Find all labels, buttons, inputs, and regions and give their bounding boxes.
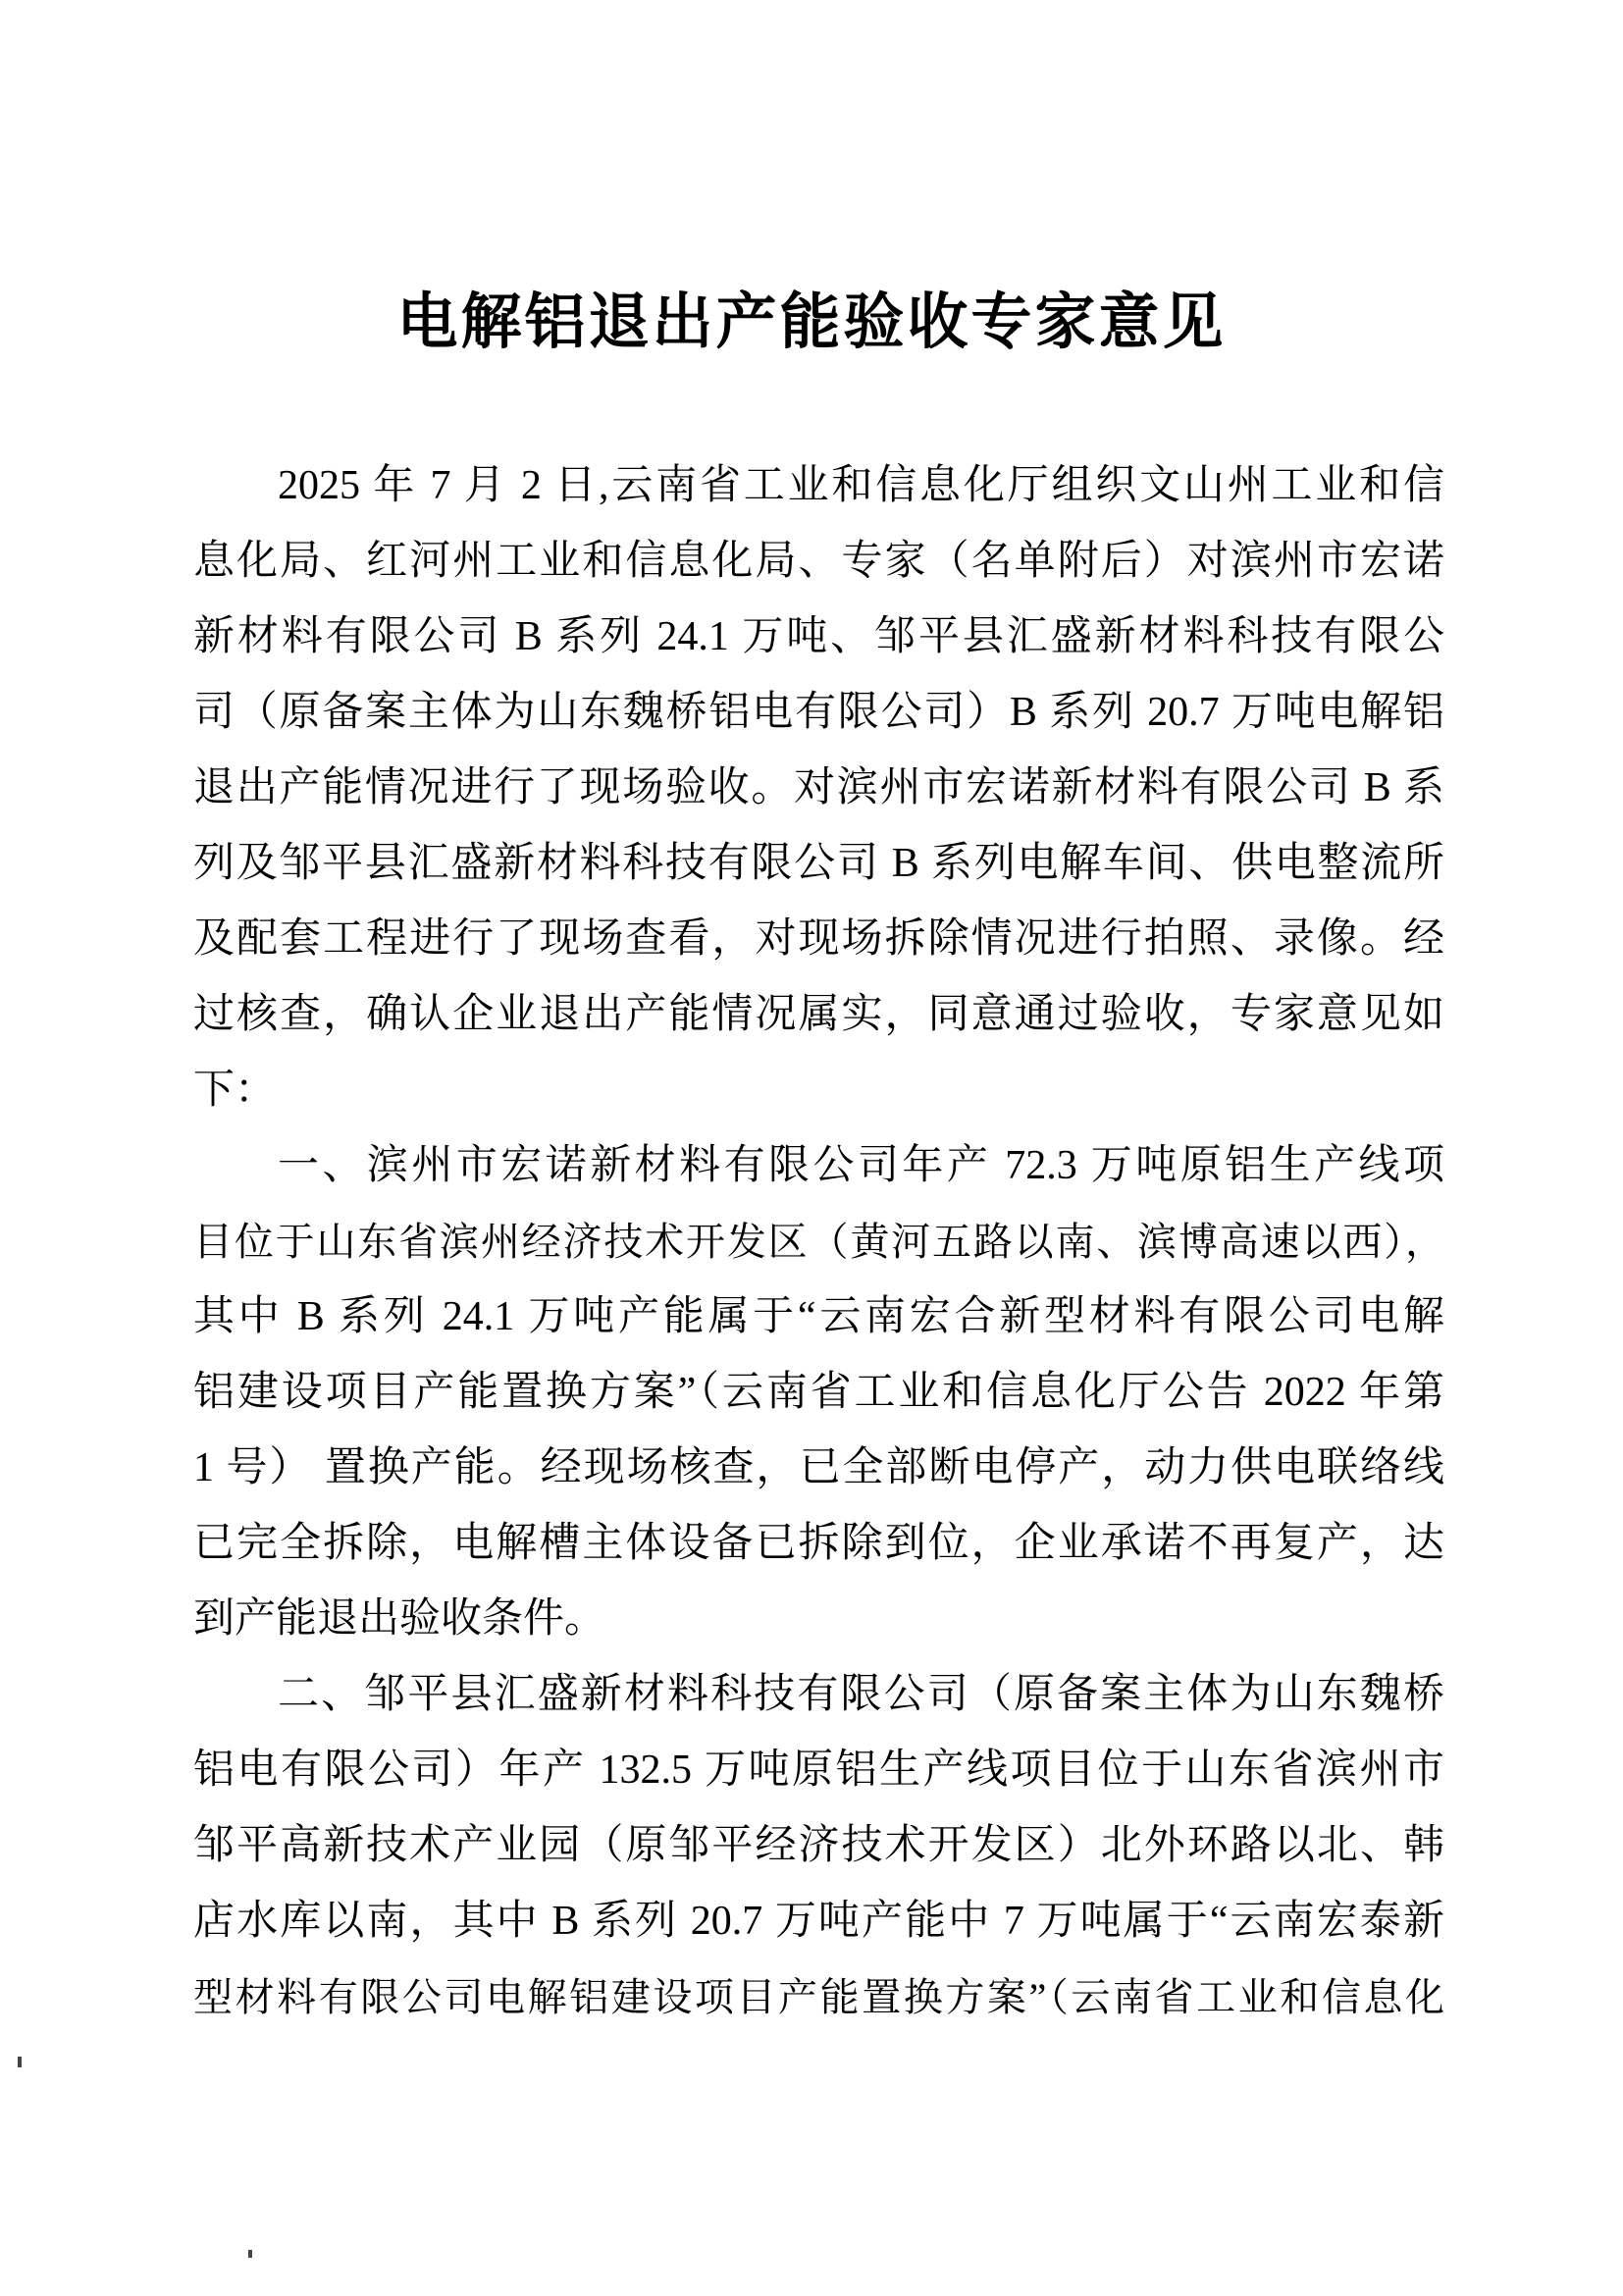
text-line: 二、邹平县汇盛新材料科技有限公司（原备案主体为山东魏桥 xyxy=(278,1672,1444,1717)
document-body xyxy=(193,448,1444,2035)
paragraph-item-1 xyxy=(193,1128,1444,1657)
text-line: 2025 年 7 月 2 日,云南省工业和信息化厅组织文山州工业和信 xyxy=(278,463,1444,508)
text-line: 店水库以南，其中 B 系列 20.7 万吨产能中 7 万吨属于“云南宏泰新 xyxy=(193,1899,1444,1944)
text-line: 到产能退出验收条件。 xyxy=(193,1596,606,1642)
text-line: 下： xyxy=(193,1068,277,1113)
text-line: 息化局、红河州工业和信息化局、专家（名单附后）对滨州市宏诺 xyxy=(193,539,1444,584)
text-line: 退出产能情况进行了现场验收。对滨州市宏诺新材料有限公司 B 系 xyxy=(193,765,1444,810)
text-line: 邹平高新技术产业园（原邹平经济技术开发区）北外环路以北、韩 xyxy=(193,1823,1444,1868)
text-line: 列及邹平县汇盛新材料科技有限公司 B 系列电解车间、供电整流所 xyxy=(193,841,1444,886)
text-line: 其中 B 系列 24.1 万吨产能属于“云南宏合新型材料有限公司电解 xyxy=(193,1294,1444,1339)
text-line: 目位于山东省滨州经济技术开发区（黄河五路以南、滨博高速以西）， xyxy=(193,1220,1444,1264)
text-line: 新材料有限公司 B 系列 24.1 万吨、邹平县汇盛新材料科技有限公 xyxy=(193,614,1444,659)
text-line: 型材料有限公司电解铝建设项目产能置换方案”（云南省工业和信息化 xyxy=(193,1975,1444,2019)
text-line: 及配套工程进行了现场查看，对现场拆除情况进行拍照、录像。经 xyxy=(193,916,1444,962)
text-line: 铝建设项目产能置换方案”（云南省工业和信息化厅公告 2022 年第 xyxy=(193,1370,1444,1415)
text-line: 过核查，确认企业退出产能情况属实，同意通过验收，专家意见如 xyxy=(193,992,1444,1037)
document-title: 电解铝退出产能验收专家意见 xyxy=(396,289,1227,356)
text-line: 已完全拆除，电解槽主体设备已拆除到位，企业承诺不再复产，达 xyxy=(193,1521,1444,1566)
text-line: 司（原备案主体为山东魏桥铝电有限公司）B 系列 20.7 万吨电解铝 xyxy=(193,690,1444,735)
scan-speck xyxy=(248,2250,252,2258)
text-line: 一、滨州市宏诺新材料有限公司年产 72.3 万吨原铝生产线项 xyxy=(278,1143,1444,1188)
paragraph-intro xyxy=(193,448,1444,1128)
text-line: 1 号） 置换产能。经现场核查，已全部断电停产，动力供电联络线 xyxy=(193,1445,1444,1490)
scan-speck xyxy=(18,2057,22,2067)
text-line: 铝电有限公司）年产 132.5 万吨原铝生产线项目位于山东省滨州市 xyxy=(193,1748,1444,1793)
paragraph-item-2 xyxy=(193,1657,1444,2035)
